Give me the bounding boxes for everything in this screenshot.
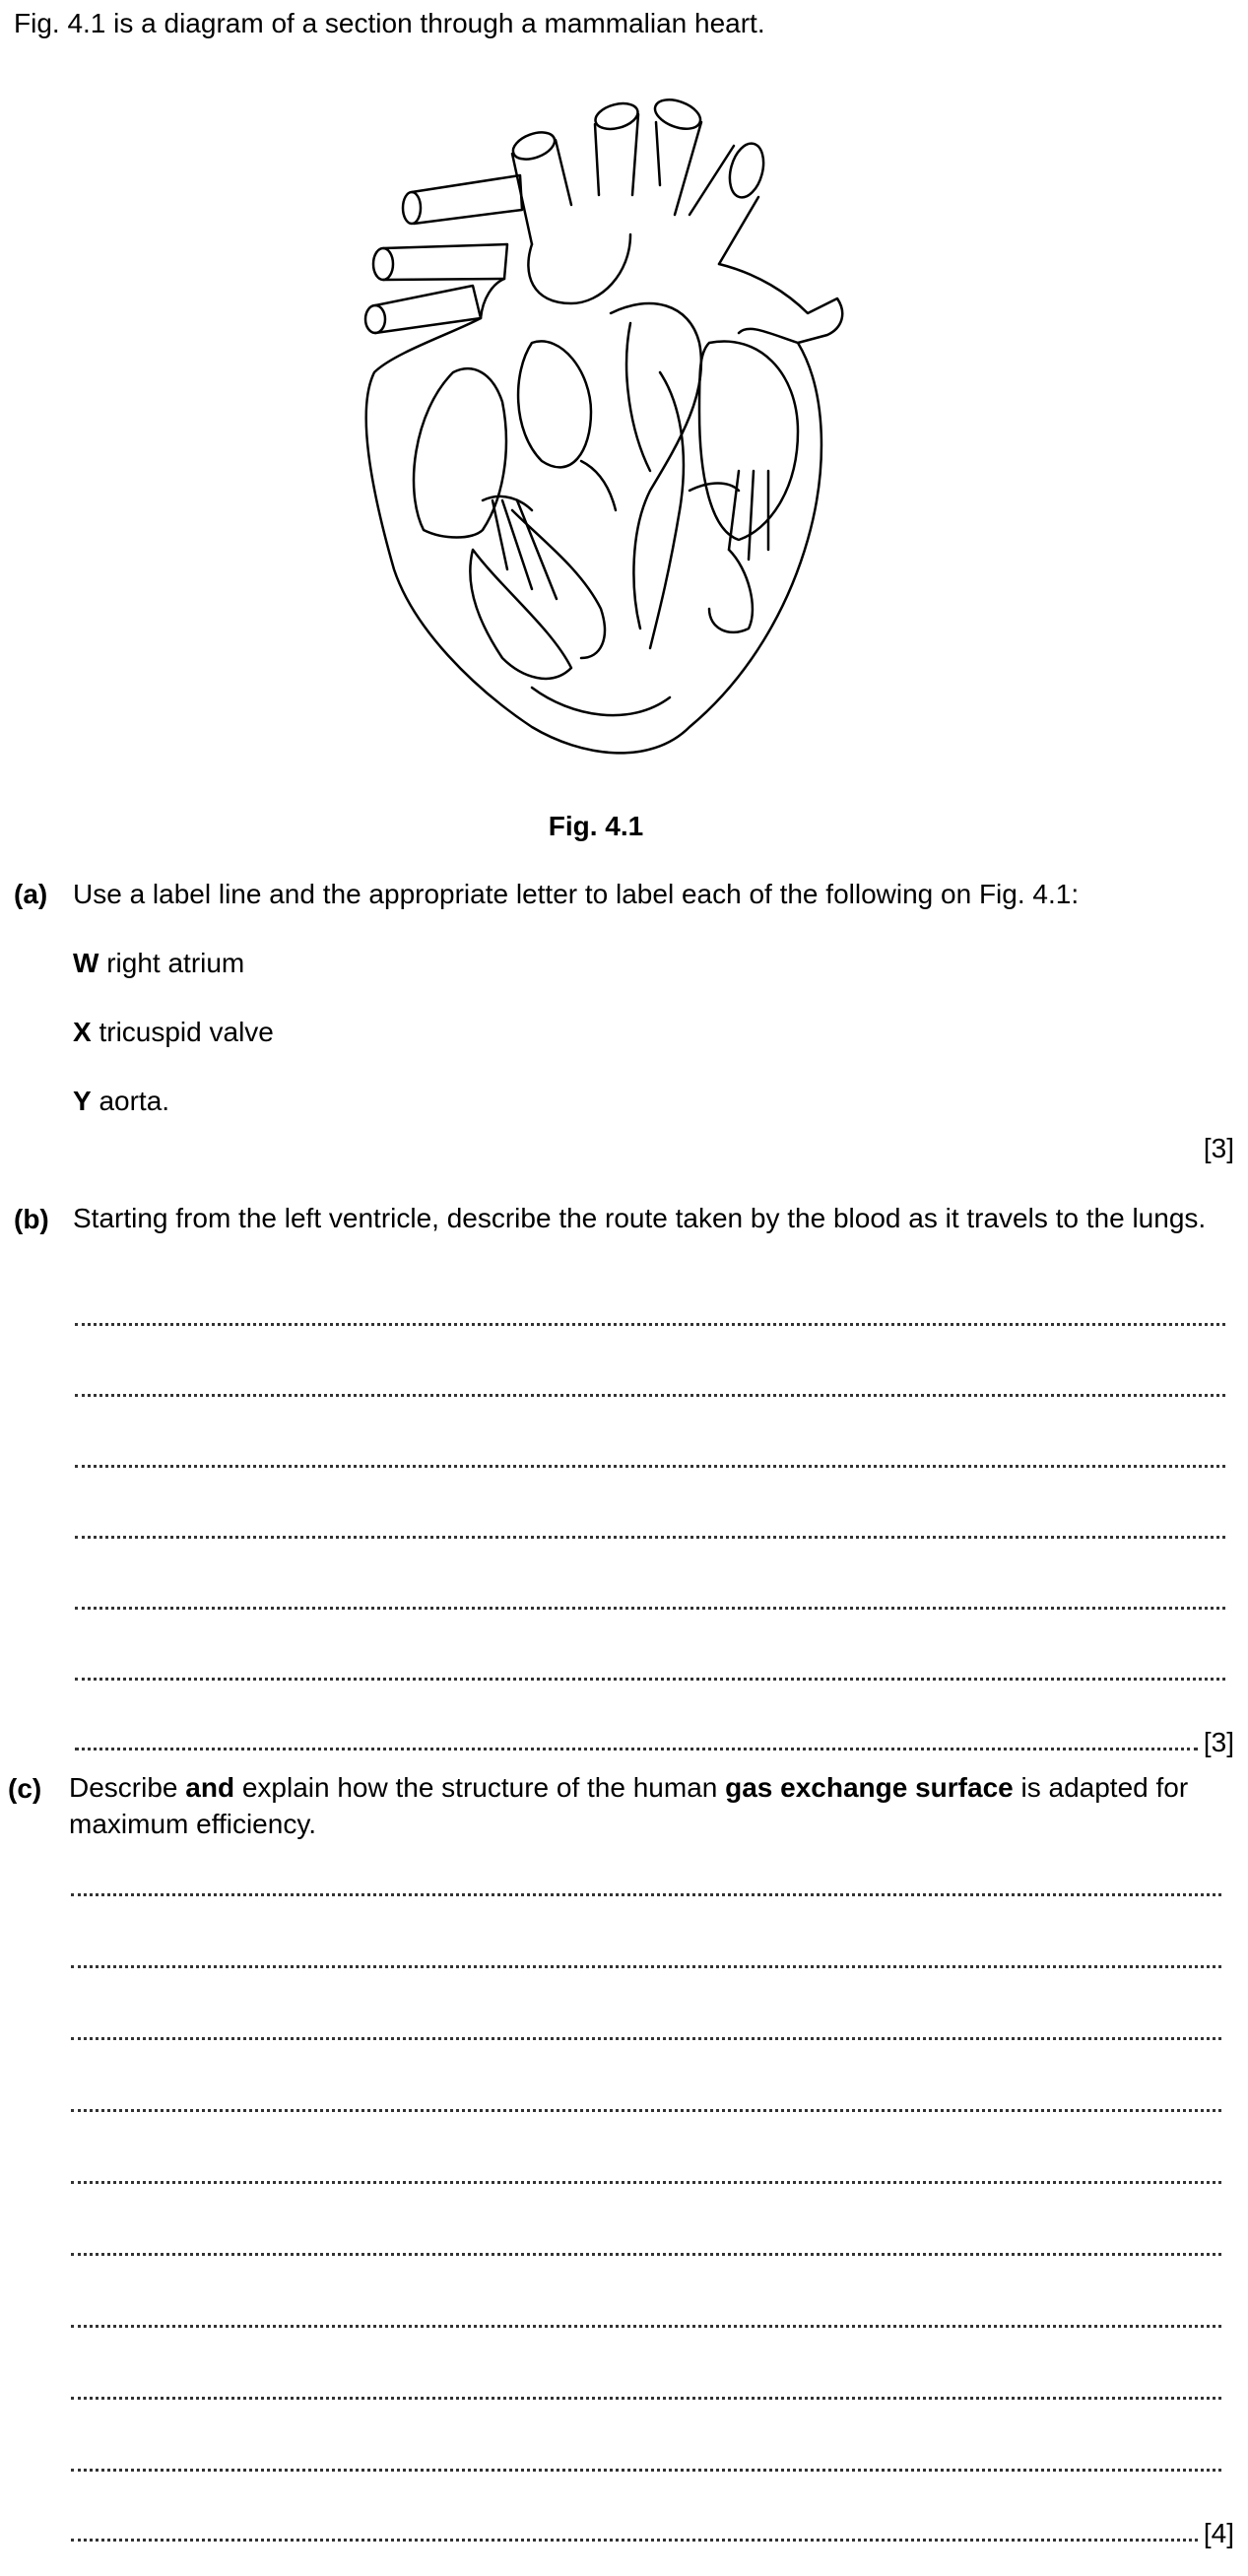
answer-line[interactable] [75,1607,1225,1610]
heart-diagram [335,77,867,766]
answer-line[interactable] [71,1893,1221,1896]
answer-line[interactable] [71,2037,1221,2040]
question-text: is adapted for maximum efficiency. [69,1772,1189,1839]
part-a-question: Use a label line and the appropriate letter to label each of the following on Fig. 4.1: [73,879,1080,909]
answer-line[interactable] [75,1323,1225,1326]
label-item-w [73,948,244,979]
question-bold: and [185,1772,235,1803]
label-item-y [73,1086,169,1117]
answer-line[interactable] [71,2253,1221,2256]
answer-line[interactable] [71,2397,1221,2400]
item-letter: Y [73,1086,92,1116]
question-bold: gas exchange surface [725,1772,1014,1803]
part-b-marks: [3] [1203,1727,1234,1757]
item-letter: W [73,948,99,978]
answer-line[interactable] [71,2181,1221,2184]
answer-line-dots[interactable] [71,2539,1198,2542]
item-text: right atrium [99,948,245,978]
question-text: Describe [69,1772,186,1803]
answer-line[interactable] [75,1536,1225,1539]
answer-line[interactable] [75,1465,1225,1468]
answer-line[interactable] [71,1965,1221,1968]
label-item-x [73,1017,274,1048]
answer-line[interactable] [71,2109,1221,2112]
answer-line-final[interactable] [75,1719,1234,1758]
part-c-label: (c) [8,1773,42,1804]
answer-line[interactable] [75,1678,1225,1681]
part-b-question: Starting from the left ventricle, describe the route taken by the blood as it travels to the lungs. [73,1203,1207,1233]
item-letter: X [73,1017,92,1047]
question-text: explain how the structure of the human [234,1772,726,1803]
answer-line[interactable] [75,1394,1225,1397]
answer-line-final[interactable] [71,2510,1234,2549]
part-a-label: (a) [14,879,48,909]
part-c-question [69,1769,1236,1842]
answer-line[interactable] [71,2469,1221,2472]
answer-line[interactable] [71,2325,1221,2328]
part-c-marks: [4] [1203,2518,1234,2548]
part-a-marks: [3] [1203,1133,1234,1163]
item-text: tricuspid valve [91,1017,274,1047]
item-text: aorta. [91,1086,170,1116]
intro-text: Fig. 4.1 is a diagram of a section through a mammalian heart. [14,8,765,38]
answer-line-dots[interactable] [75,1748,1198,1750]
figure-caption: Fig. 4.1 [548,811,644,841]
part-b-label: (b) [14,1204,49,1234]
